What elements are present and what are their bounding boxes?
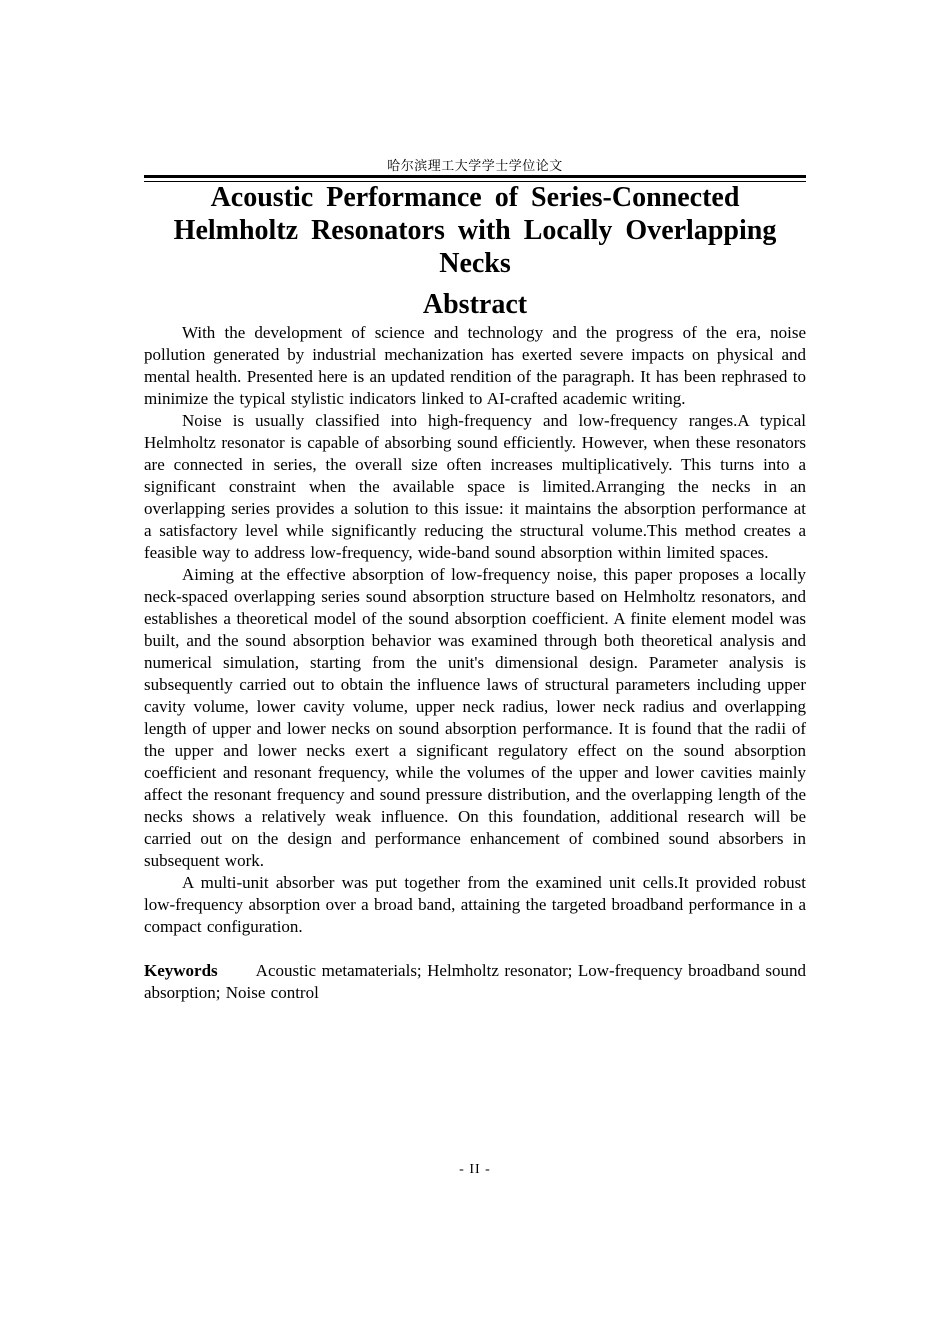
abstract-paragraph: With the development of science and technology and the progress of the era, noise pollution generated by industrial mechanization has exerted severe impacts on physical and mental health. Presented here is an updated rendition of the paragraph. It has been rephrased to minimize the typical stylistic indicators linked to AI-crafted academic writing. bbox=[144, 323, 806, 408]
abstract-paragraph: Noise is usually classified into high-frequency and low-frequency ranges.A typical Helmholtz resonator is capable of absorbing sound efficiently. However, when these resonators are connected in series, the overall size often increases multiplicatively. This turns into a significant constraint when the available space is limited.Arranging the necks in an overlapping series provides a solution to this issue: it maintains the absorption performance at a satisfactory level while significantly reducing the structural volume.This method creates a feasible way to address low-frequency, wide-band sound absorption within limited spaces. bbox=[144, 411, 806, 562]
abstract-paragraph: A multi-unit absorber was put together from the examined unit cells.It provided robust low-frequency absorption over a broad band, attaining the targeted broadband performance in a compact configuration. bbox=[144, 873, 806, 936]
abstract-body bbox=[144, 322, 806, 1004]
header-rule-thick bbox=[144, 175, 806, 178]
thesis-title: Acoustic Performance of Series-Connected Helmholtz Resonators with Locally Overlapping Necks bbox=[173, 182, 777, 279]
abstract-heading: Abstract bbox=[422, 289, 528, 320]
page-number: - II - bbox=[459, 1162, 491, 1177]
keywords-line bbox=[144, 960, 806, 1004]
running-header: 哈尔滨理工大学学士学位论文 bbox=[387, 158, 563, 173]
keywords-label: Keywords bbox=[144, 961, 218, 980]
abstract-paragraph: Aiming at the effective absorption of low-frequency noise, this paper proposes a locally neck-spaced overlapping series sound absorption structure based on Helmholtz resonators, and establishes a theoretical model of the sound absorption coefficient. A finite element model was built, and the sound absorption behavior was examined through both theoretical analysis and numerical simulation, starting from the unit's dimensional design. Parameter analysis is subsequently carried out to obtain the influence laws of structural parameters including upper cavity volume, lower cavity volume, upper neck radius, lower neck radius and overlapping length of upper and lower necks on sound absorption performance. It is found that the radii of the upper and lower necks exert a significant regulatory effect on the sound absorption coefficient and resonant frequency, while the volumes of the upper and lower cavities mainly affect the resonant frequency and sound pressure distribution, and the overlapping length of the necks shows a relatively weak influence. On this foundation, additional research will be carried out on the design and performance enhancement of combined sound absorbers in subsequent work. bbox=[144, 565, 806, 870]
keywords-text: Acoustic metamaterials; Helmholtz resonator; Low-frequency broadband sound absorption; Noise control bbox=[144, 961, 806, 1002]
